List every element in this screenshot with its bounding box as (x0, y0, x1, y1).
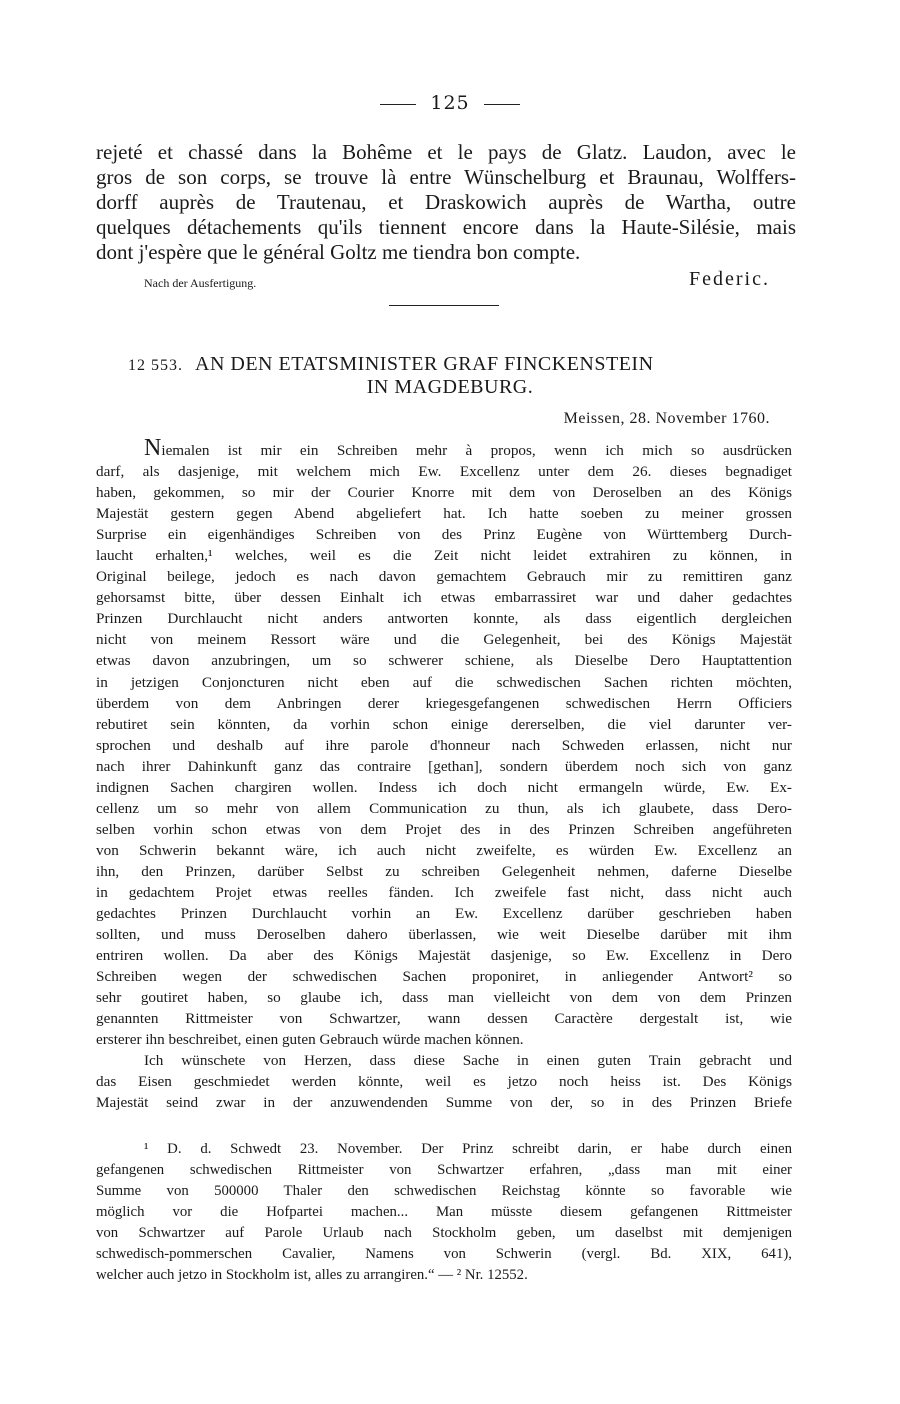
text-line: gehorsamst bitte, über dessen Einhalt ich etwas embarrassiret war und daher gedachtes (96, 589, 792, 607)
letter-number: 12 553. (128, 357, 183, 374)
page-number-text: 125 (430, 92, 470, 114)
letter-heading (128, 352, 768, 378)
text-line: Surprise ein eigenhändiges Schreiben von des Prinz Eugène von Württemberg Durch- (96, 526, 792, 544)
footnote-line: möglich vor die Hofpartei machen... Man müsste diesem gefangenen Rittmeister (96, 1204, 792, 1221)
first-line-text: iemalen ist mir ein Schreiben mehr à propos, wenn ich mich so ausdrücken (161, 442, 792, 459)
source-note: Nach der Ausfertigung. (144, 276, 257, 290)
footnote-line: ¹ D. d. Schwedt 23. November. Der Prinz schreibt darin, er habe durch einen (144, 1141, 792, 1157)
text-line: gedachtes Prinzen Durchlaucht vorhin an Ew. Excellenz darüber geschrieben haben (96, 905, 792, 923)
text-line: Schreiben wegen der schwedischen Sachen proponiret, in anliegender Antwort² so (96, 968, 792, 986)
text-line: Majestät seind zwar in der anzuwendenden Summe von der, so in des Prinzen Briefe (96, 1094, 792, 1112)
text-line: genannten Rittmeister von Schwartzer, wann dessen Caractère dergestalt ist, wie (96, 1010, 792, 1028)
text-line: haben, gekommen, so mir der Courier Knorre mit dem von Deroselben an des Königs (96, 484, 792, 502)
text-line: etwas davon anzubringen, um so schwerer schiene, als Dieselbe Dero Hauptattention (96, 652, 792, 670)
text-line: darf, als dasjenige, mit welchem mich Ew. Excellenz unter dem 26. dieses begnadiget (96, 463, 792, 481)
page-number (0, 92, 900, 114)
text-line: nicht von meinem Ressort wäre und die Gelegenheit, bei des Königs Majestät (96, 631, 792, 649)
footnotes (96, 1139, 792, 1286)
footnote-line: gefangenen schwedischen Rittmeister von Schwartzer erfahren, „dass man mit einer (96, 1162, 792, 1179)
text-line: selben vorhin schon etwas von dem Projet des in des Prinzen Schreiben angeführeten (96, 820, 792, 838)
page-number-left-rule (380, 104, 416, 105)
text-line: rebutiret sein könnten, da vorhin schon einige dererselben, die viel darunter ver- (96, 715, 792, 733)
letter-title-line1: AN DEN ETATSMINISTER GRAF FINCKENSTEIN (195, 353, 654, 375)
french-continuation-paragraph (96, 140, 796, 265)
footnote-line: schwedisch-pommerschen Cavalier, Namens von Schwerin (vergl. Bd. XIX, 641), (96, 1246, 792, 1263)
letter-dateline: Meissen, 28. November 1760. (563, 410, 770, 427)
text-line: Ich wünschete von Herzen, dass diese Sache in einen guten Train gebracht und (144, 1052, 792, 1070)
text-line: gros de son corps, se trouve là entre Wünschelburg et Braunau, Wolffers- (96, 165, 796, 189)
letter-body (96, 435, 792, 1114)
text-line: überdem von dem Anbringen derer kriegesgefangenen schwedischen Herrn Officiers (96, 694, 792, 712)
text-line: Prinzen Durchlaucht nicht anders antworten konnte, als dass eigentlich dergleichen (96, 610, 792, 628)
text-line-first (96, 435, 792, 461)
footnote-line: Summe von 500000 Thaler den schwedischen Reichstag könnte so favorable wie (96, 1183, 792, 1200)
section-separator (389, 305, 499, 306)
text-line: ersterer ihn beschreibet, einen guten Gebrauch würde machen können. (96, 1031, 524, 1049)
text-line: quelques détachements qu'ils tiennent encore dans la Haute-Silésie, mais (96, 215, 796, 239)
text-line: cellenz um so mehr von allem Communication zu thun, als ich glaubete, dass Dero- (96, 799, 792, 817)
initial-letter: N (144, 435, 162, 461)
text-line: entriren wollen. Da aber des Königs Majestät dasjenige, so Ew. Excellenz in Dero (96, 947, 792, 965)
text-line: in gedachtem Projet etwas reelles fänden. Ich zweifele fast nicht, dass nicht auch (96, 883, 792, 901)
text-line: das Eisen geschmiedet werden könnte, weil es jetzo noch heiss ist. Des Königs (96, 1073, 792, 1091)
text-line: von Schwerin bekannt wäre, ich auch nicht zweifelte, es würden Ew. Excellenz an (96, 841, 792, 859)
text-line: in jetzigen Conjoncturen nicht eben auf die schwedischen Sachen richten möchten, (96, 673, 792, 691)
text-line: nach ihrer Dahinkunft ganz das contraire [gethan], sondern überdem noch sich von ganz (96, 757, 792, 775)
text-line: Majestät gestern gegen Abend abgeliefert hat. Ich hatte soeben zu meiner grossen (96, 505, 792, 523)
text-line: dont j'espère que le général Goltz me tiendra bon compte. (96, 240, 581, 264)
text-line: Original beilege, jedoch es nach davon gemachtem Gebrauch mir zu remittiren ganz (96, 568, 792, 586)
text-line: sehr goutiret haben, so glaube ich, dass man vielleicht von dem von dem Prinzen (96, 989, 792, 1007)
text-line: dorff auprès de Trautenau, et Draskowich auprès de Wartha, outre (96, 190, 796, 214)
text-line: ihn, den Prinzen, darüber Selbst zu schreiben Gelegenheit nehmen, daferne Dieselbe (96, 862, 792, 880)
letter-title-line2: IN MAGDEBURG. (366, 376, 534, 398)
text-line: indignen Sachen chargiren wollen. Indess ich doch nicht ermangeln würde, Ew. Ex- (96, 778, 792, 796)
text-line: rejeté et chassé dans la Bohême et le pays de Glatz. Laudon, avec le (96, 140, 796, 164)
text-line: sollten, und muss Deroselben dahero überlassen, wie weit Dieselbe darüber mit ihm (96, 926, 792, 944)
footnote-line: von Schwartzer auf Parole Urlaub nach Stockholm geben, um daselbst mit demjenigen (96, 1225, 792, 1242)
page-number-right-rule (484, 104, 520, 105)
signature: Federic. (689, 268, 770, 290)
text-line: laucht erhalten,¹ welches, weil es die Zeit nicht leidet extrahiren zu können, in (96, 547, 792, 565)
footnote-line: welcher auch jetzo in Stockholm ist, alles zu arrangiren.“ — ² Nr. 12552. (96, 1267, 528, 1284)
text-line: sprochen und deshalb auf ihre parole d'honneur nach Schweden erlassen, nicht nur (96, 736, 792, 754)
